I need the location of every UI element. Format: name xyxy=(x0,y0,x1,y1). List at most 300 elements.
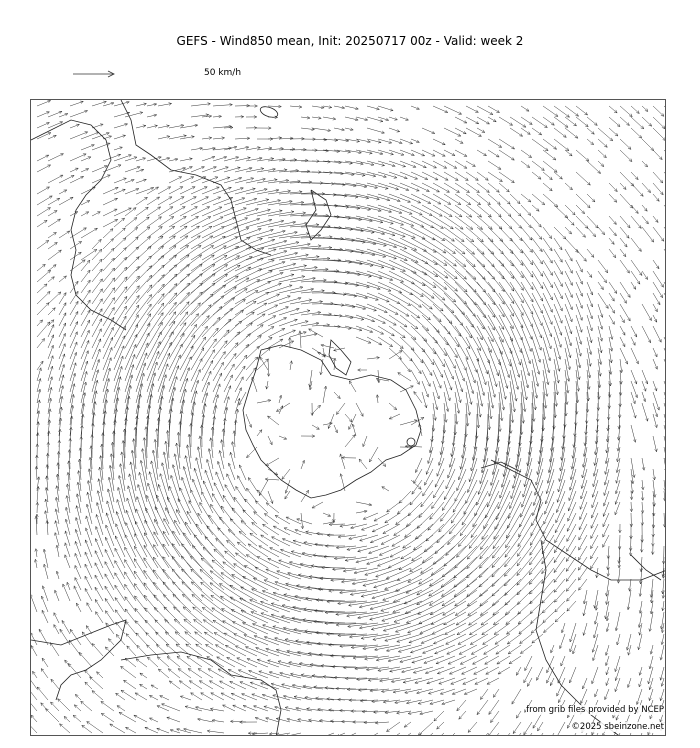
wind-arrow xyxy=(37,101,51,107)
wind-arrow xyxy=(532,337,540,362)
wind-arrow xyxy=(437,458,444,476)
wind-arrow-head xyxy=(453,509,456,512)
wind-arrow xyxy=(59,364,64,381)
wind-arrow-head xyxy=(263,524,266,527)
wind-arrow xyxy=(543,227,552,239)
wind-arrow xyxy=(417,590,444,605)
wind-arrow xyxy=(279,287,303,293)
wind-arrow xyxy=(158,197,172,205)
wind-arrow xyxy=(70,384,74,403)
wind-arrow xyxy=(578,568,587,580)
wind-arrow xyxy=(206,644,225,656)
wind-arrow xyxy=(616,612,620,631)
wind-arrow xyxy=(417,579,444,595)
wind-arrow xyxy=(609,249,616,258)
wind-arrow-head xyxy=(148,314,151,317)
wind-arrow xyxy=(447,645,466,654)
wind-arrow xyxy=(510,359,518,390)
wind-arrow xyxy=(410,491,422,505)
wind-arrow xyxy=(191,104,211,106)
wind-arrow xyxy=(598,139,607,147)
wind-arrow xyxy=(560,634,565,649)
wind-arrow xyxy=(455,128,466,134)
wind-arrow xyxy=(455,172,468,180)
wind-arrow xyxy=(117,499,125,524)
wind-arrow xyxy=(82,632,92,645)
wind-arrow xyxy=(327,601,356,602)
wind-arrow-head xyxy=(521,300,524,303)
wind-arrow xyxy=(594,458,598,476)
wind-arrow xyxy=(268,416,280,425)
wind-arrow xyxy=(174,619,191,634)
wind-arrow-head xyxy=(482,536,485,539)
wind-arrow xyxy=(213,265,240,282)
wind-arrow xyxy=(195,632,213,645)
wind-arrow-head xyxy=(508,651,511,654)
wind-arrow-head xyxy=(403,545,406,548)
wind-arrow xyxy=(389,172,407,179)
wind-arrow xyxy=(191,294,213,315)
wind-arrow xyxy=(96,612,104,623)
wind-arrow xyxy=(345,315,364,320)
wind-arrow xyxy=(37,112,49,117)
wind-arrow xyxy=(158,418,159,447)
wind-arrow xyxy=(312,303,333,304)
wind-arrow-head xyxy=(211,246,214,249)
wind-arrow-head xyxy=(198,513,201,516)
wind-arrow-head xyxy=(624,300,627,303)
wind-arrow xyxy=(70,629,81,645)
wind-arrow-head xyxy=(183,323,186,326)
wind-arrow xyxy=(631,370,637,384)
wind-arrow xyxy=(488,172,502,182)
wind-arrow-head xyxy=(419,581,422,584)
wind-arrow xyxy=(257,221,284,227)
wind-arrow xyxy=(653,106,664,116)
wind-arrow xyxy=(609,227,616,236)
wind-arrow xyxy=(422,183,440,192)
wind-arrow xyxy=(620,106,632,117)
wind-arrow xyxy=(48,154,64,161)
wind-arrow xyxy=(75,565,81,579)
wind-arrow xyxy=(268,274,294,282)
wind-arrow xyxy=(642,117,652,126)
wind-arrow xyxy=(48,111,62,117)
wind-arrow xyxy=(587,282,593,295)
wind-arrow-head xyxy=(450,226,453,229)
wind-arrow xyxy=(642,183,651,193)
wind-arrow xyxy=(521,238,533,252)
wind-arrow xyxy=(410,557,433,572)
wind-arrow xyxy=(301,237,332,238)
wind-arrow xyxy=(191,167,205,172)
wind-arrow xyxy=(169,274,190,293)
wind-arrow xyxy=(455,370,463,392)
wind-arrow xyxy=(510,403,511,434)
wind-arrow xyxy=(593,645,598,661)
wind-arrow xyxy=(356,172,376,176)
wind-arrow xyxy=(257,294,280,304)
wind-arrow-head xyxy=(83,228,86,231)
wind-arrow xyxy=(631,271,640,284)
wind-arrow xyxy=(446,634,466,644)
wind-arrow xyxy=(213,287,236,304)
wind-arrow xyxy=(59,313,66,326)
wind-arrow xyxy=(185,522,202,546)
wind-arrow xyxy=(312,502,323,508)
wind-arrow xyxy=(477,282,495,305)
wind-arrow xyxy=(187,511,202,535)
wind-arrow-head xyxy=(248,544,251,547)
wind-arrow-head xyxy=(665,398,666,401)
wind-arrow xyxy=(224,267,251,282)
wind-arrow xyxy=(268,491,273,504)
wind-arrow xyxy=(556,502,565,523)
wind-arrow xyxy=(246,282,271,294)
wind-arrow-head xyxy=(664,488,666,491)
wind-arrow xyxy=(650,612,653,632)
wind-arrow xyxy=(499,315,513,341)
wind-arrow xyxy=(568,502,576,521)
wind-arrow xyxy=(207,526,224,546)
wind-arrow-head xyxy=(244,289,247,292)
wind-arrow xyxy=(376,568,400,577)
wind-arrow xyxy=(279,255,309,260)
wind-arrow xyxy=(155,507,169,535)
wind-arrow-head xyxy=(521,312,524,315)
wind-arrow xyxy=(334,557,356,559)
wind-arrow xyxy=(642,403,648,421)
wind-arrow xyxy=(620,183,626,190)
wind-arrow xyxy=(422,227,445,241)
wind-arrow xyxy=(191,582,213,601)
wind-arrow xyxy=(252,589,280,601)
wind-arrow xyxy=(257,200,281,205)
wind-arrow xyxy=(92,259,102,271)
wind-arrow xyxy=(381,601,411,611)
wind-arrow-head xyxy=(661,284,664,287)
wind-arrow xyxy=(433,634,455,644)
wind-arrow-head xyxy=(144,545,147,548)
wind-arrow xyxy=(510,128,523,136)
wind-arrow xyxy=(466,370,473,394)
wind-arrow xyxy=(340,454,345,469)
wind-arrow xyxy=(510,370,516,401)
wind-arrow xyxy=(105,611,114,623)
wind-arrow xyxy=(204,632,224,645)
wind-arrow xyxy=(421,491,433,507)
wind-arrow-head xyxy=(502,314,505,317)
wind-arrow xyxy=(653,326,661,342)
wind-arrow xyxy=(334,293,357,296)
wind-arrow xyxy=(103,317,114,337)
wind-arrow xyxy=(609,128,618,136)
wind-arrow xyxy=(367,161,385,166)
wind-arrow-head xyxy=(470,642,473,645)
wind-arrow-head xyxy=(591,566,594,569)
wind-arrow xyxy=(92,175,110,183)
wind-arrow xyxy=(279,244,310,249)
wind-arrow xyxy=(300,331,301,348)
wind-arrow xyxy=(510,337,521,365)
wind-arrow-head xyxy=(604,280,607,283)
wind-arrow xyxy=(479,546,499,568)
wind-arrow xyxy=(411,194,431,204)
wind-arrow xyxy=(266,458,279,466)
wind-arrow xyxy=(400,304,420,318)
wind-arrow xyxy=(215,645,235,656)
wind-arrow xyxy=(70,342,77,359)
wind-arrow-head xyxy=(496,154,499,157)
wind-arrow xyxy=(492,568,510,587)
wind-arrow xyxy=(395,623,422,632)
wind-arrow xyxy=(554,337,560,359)
wind-arrow xyxy=(235,199,257,205)
wind-arrow xyxy=(521,282,533,302)
wind-arrow xyxy=(521,337,530,364)
wind-arrow xyxy=(163,531,180,557)
wind-arrow xyxy=(48,250,61,260)
wind-arrow xyxy=(235,219,260,227)
wind-arrow xyxy=(235,209,258,216)
wind-arrow xyxy=(312,106,324,108)
wind-arrow xyxy=(180,283,203,304)
wind-arrow-head xyxy=(550,260,553,263)
wind-arrow xyxy=(184,466,191,491)
wind-arrow-head xyxy=(221,573,224,576)
wind-arrow xyxy=(125,315,138,337)
wind-arrow xyxy=(593,469,598,487)
wind-arrow xyxy=(444,205,462,217)
wind-arrow xyxy=(235,138,250,139)
wind-arrow xyxy=(301,269,328,271)
wind-arrow xyxy=(309,329,323,337)
wind-arrow xyxy=(433,414,434,431)
wind-arrow xyxy=(59,190,67,194)
wind-arrow xyxy=(203,481,213,502)
wind-arrow xyxy=(422,194,441,204)
wind-arrow xyxy=(369,447,378,462)
wind-arrow xyxy=(213,217,235,227)
wind-arrow xyxy=(488,271,504,292)
wind-arrow xyxy=(37,339,45,349)
wind-arrow xyxy=(345,304,366,309)
wind-arrow xyxy=(664,205,666,215)
wind-arrow xyxy=(158,207,173,216)
wind-arrow xyxy=(312,314,332,315)
wind-arrow xyxy=(70,176,84,183)
wind-arrow xyxy=(529,557,543,575)
wind-arrow xyxy=(653,348,657,357)
wind-arrow xyxy=(378,161,395,166)
wind-arrow xyxy=(477,359,486,385)
wind-arrow xyxy=(213,276,238,293)
wind-arrow xyxy=(92,212,100,216)
wind-arrow-head xyxy=(612,298,615,301)
wind-arrow xyxy=(194,535,213,557)
wind-arrow xyxy=(169,187,183,194)
wind-arrow xyxy=(115,561,125,580)
wind-arrow xyxy=(48,242,57,249)
wind-arrow xyxy=(458,634,477,644)
wind-arrow-head xyxy=(469,632,472,635)
wind-arrow xyxy=(81,361,88,381)
wind-arrow xyxy=(279,234,309,238)
wind-arrow xyxy=(565,260,572,273)
wind-arrow-head xyxy=(509,123,512,126)
wind-arrow-head xyxy=(285,496,288,499)
wind-arrow xyxy=(598,260,608,273)
wind-arrow xyxy=(521,348,529,376)
wind-arrow xyxy=(173,594,191,612)
wind-arrow-head xyxy=(385,520,388,523)
wind-arrow xyxy=(81,270,90,282)
wind-arrow xyxy=(120,464,125,491)
wind-arrow xyxy=(576,117,588,127)
wind-arrow xyxy=(554,359,559,383)
wind-arrow xyxy=(488,304,504,330)
wind-arrow xyxy=(336,403,345,415)
wind-arrow xyxy=(554,249,562,262)
wind-arrow xyxy=(620,304,630,321)
wind-arrow xyxy=(379,546,400,555)
wind-arrow xyxy=(433,139,445,145)
wind-arrow xyxy=(664,458,666,472)
wind-arrow xyxy=(567,513,576,531)
wind-arrow-head xyxy=(499,179,502,182)
wind-arrow xyxy=(180,255,202,271)
wind-arrow xyxy=(136,217,149,227)
wind-arrow xyxy=(664,282,666,293)
wind-arrow xyxy=(323,386,326,403)
wind-arrow xyxy=(481,612,499,625)
wind-arrow xyxy=(224,228,249,238)
wind-arrow xyxy=(664,106,666,112)
wind-arrow xyxy=(543,293,552,312)
wind-arrow xyxy=(435,469,444,487)
wind-arrow xyxy=(543,370,547,397)
wind-arrow-head xyxy=(406,314,409,317)
wind-arrow xyxy=(70,168,78,172)
wind-arrow xyxy=(114,178,126,183)
wind-arrow xyxy=(336,546,356,548)
wind-arrow-head xyxy=(224,255,227,258)
wind-arrow xyxy=(103,298,115,315)
wind-arrow xyxy=(146,508,158,535)
wind-arrow-head xyxy=(523,124,526,127)
wind-arrow xyxy=(96,514,103,535)
wind-arrow xyxy=(444,106,462,114)
wind-arrow xyxy=(191,207,210,216)
wind-arrow xyxy=(409,634,433,643)
wind-arrow xyxy=(318,353,334,360)
wind-arrow xyxy=(383,590,411,600)
wind-arrow xyxy=(85,576,92,590)
wind-arrow xyxy=(532,348,539,374)
wind-arrow xyxy=(270,548,290,557)
wind-arrow xyxy=(448,524,466,545)
wind-arrow xyxy=(268,212,294,216)
wind-arrow xyxy=(126,621,136,634)
wind-arrow-head xyxy=(232,364,235,367)
wind-arrow xyxy=(126,510,136,535)
reference-arrow-icon xyxy=(70,64,130,84)
wind-arrow xyxy=(107,501,114,524)
wind-arrow-head xyxy=(665,458,666,461)
wind-arrow xyxy=(426,458,433,474)
wind-arrow-head xyxy=(223,352,226,355)
wind-arrow xyxy=(620,260,630,273)
wind-arrow-head xyxy=(527,132,530,135)
wind-arrow xyxy=(103,154,121,161)
wind-arrow xyxy=(664,293,666,306)
wind-arrow xyxy=(282,469,290,479)
wind-arrow xyxy=(565,337,571,358)
wind-arrow xyxy=(507,634,521,644)
wind-arrow xyxy=(565,348,570,370)
wind-arrow xyxy=(620,139,631,149)
wind-arrow xyxy=(591,557,599,569)
wind-arrow xyxy=(147,217,162,227)
wind-arrow xyxy=(378,106,393,111)
wind-arrow xyxy=(397,502,411,514)
wind-arrow xyxy=(182,544,203,568)
wind-arrow xyxy=(196,644,213,656)
wind-arrow-head xyxy=(443,613,446,616)
wind-arrow xyxy=(568,491,576,511)
wind-arrow xyxy=(202,167,216,172)
wind-arrow xyxy=(567,524,576,542)
wind-arrow xyxy=(202,350,215,370)
wind-arrow xyxy=(367,326,384,334)
wind-arrow xyxy=(579,579,588,590)
wind-arrow xyxy=(521,128,530,134)
wind-arrow xyxy=(466,249,485,267)
wind-arrow xyxy=(358,546,378,552)
wind-arrow xyxy=(194,468,202,491)
wind-arrow xyxy=(235,280,260,293)
wind-arrow xyxy=(348,623,378,627)
wind-arrow xyxy=(477,370,484,396)
wind-arrow-head xyxy=(163,531,166,534)
wind-arrow xyxy=(593,480,599,497)
wind-arrow xyxy=(422,546,444,563)
wind-arrow-head xyxy=(237,265,240,268)
wind-arrow xyxy=(419,568,444,584)
wind-arrow xyxy=(175,454,180,480)
wind-arrow xyxy=(631,502,632,512)
wind-arrow xyxy=(576,282,583,296)
wind-map[interactable] xyxy=(30,99,666,736)
wind-arrow xyxy=(173,582,192,601)
wind-arrow-head xyxy=(187,511,190,514)
wind-arrow xyxy=(372,590,400,598)
wind-arrow xyxy=(325,612,356,613)
wind-arrow xyxy=(620,326,625,335)
wind-arrow xyxy=(223,495,235,513)
wind-arrow-head xyxy=(431,296,434,299)
wind-arrow xyxy=(386,568,411,579)
wind-arrow xyxy=(631,172,638,180)
wind-arrow xyxy=(105,537,114,557)
wind-arrow xyxy=(631,216,641,228)
wind-arrow xyxy=(653,227,664,241)
wind-arrow xyxy=(488,293,504,317)
wind-arrow xyxy=(411,348,423,363)
wind-arrow xyxy=(92,644,103,657)
wind-arrow xyxy=(109,477,114,502)
wind-arrow xyxy=(455,216,473,229)
